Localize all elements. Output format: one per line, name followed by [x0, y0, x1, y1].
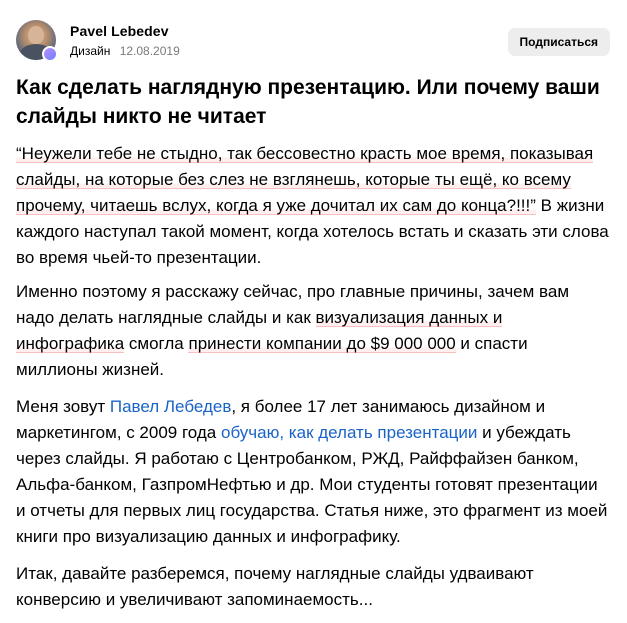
article-header	[16, 0, 610, 68]
paragraph-reasons-part-c: и спасти миллионы жизней.	[16, 334, 528, 379]
subscribe-button[interactable]: Подписаться	[508, 28, 610, 56]
author-badge-icon	[42, 46, 58, 62]
avatar-head-shape	[28, 26, 44, 44]
avatar[interactable]	[16, 20, 58, 62]
about-part-a: Меня зовут	[16, 397, 110, 416]
paragraph-reasons	[16, 279, 610, 383]
course-link[interactable]: обучаю, как делать презентации	[220, 423, 478, 442]
category-label[interactable]: Дизайн	[70, 44, 111, 58]
paragraph-reasons-part-a: Именно поэтому я расскажу сейчас, про главные причины, зачем вам надо делать наглядные слайды и как	[16, 282, 570, 327]
author-meta	[70, 44, 180, 58]
author-profile-link[interactable]: Павел Лебедев	[109, 397, 232, 416]
author-name[interactable]: Pavel Lebedev	[70, 23, 169, 39]
paragraph-reasons-part-b: смогла	[124, 334, 189, 353]
article-title: Как сделать наглядную презентацию. Или почему ваши слайды никто не читает	[16, 76, 600, 128]
paragraph-intro-rest: В жизни каждого наступал такой момент, когда хотелось встать и сказать эти слова во время чьей-то презентации.	[16, 196, 609, 267]
publish-date: 12.08.2019	[119, 44, 180, 58]
highlight-revenue: принести компании до $9 000 000	[188, 334, 456, 353]
paragraph-conclusion: Итак, давайте разберемся, почему наглядные слайды удваивают конверсию и увеличивают запоминаемость...	[16, 564, 534, 609]
about-part-b: , я более 17 лет занимаюсь дизайном и маркетингом, с 2009 года	[16, 397, 546, 442]
highlighted-quote: “Неужели тебе не стыдно, так бессовестно красть мое время, показывая слайды, на которые без слез не взглянешь, которые ты ещё, ко всему прочему, читаешь вслух, когда я уже дочитал их сам до конца?!!!”	[16, 144, 594, 215]
paragraph-about-author	[16, 394, 610, 550]
highlight-visualization: визуализация данных и инфографика	[16, 308, 503, 353]
about-part-c: и убеждать через слайды. Я работаю с Центробанком, РЖД, Райффайзен банком, Альфа-банком, ГазпромНефтью и др. Мои студенты готовят презентации и отчеты для первых лиц государства. Статья ниже, это фрагмент из моей книги про визуализацию данных и инфографику.	[16, 423, 608, 546]
paragraph-intro	[16, 141, 610, 271]
